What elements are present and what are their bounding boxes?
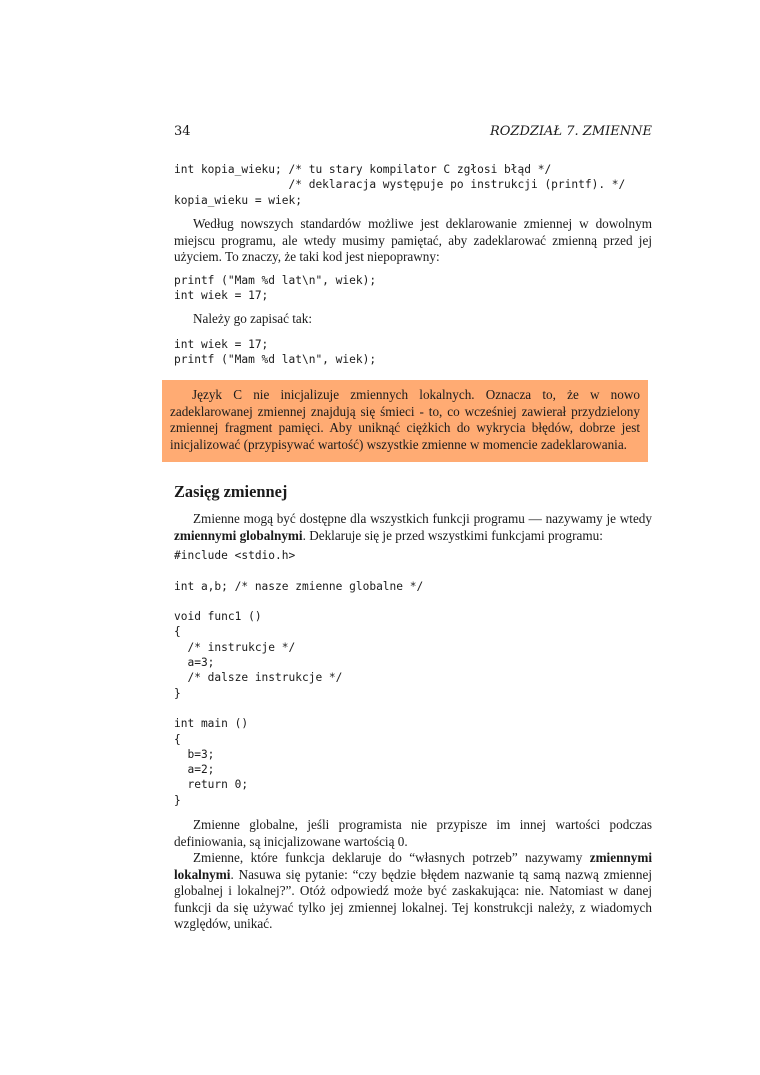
paragraph-3-before: Zmienne mogą być dostępne dla wszystkich funkcji programu — nazywamy je wtedy [193, 511, 652, 526]
paragraph-1: Według nowszych standardów możliwe jest deklarowanie zmiennej w dowolnym miejscu programu, ale wtedy musimy pamiętać, aby zadeklarować zmienną przed jej użyciem. To znaczy, że taki kod jest niepoprawny: [174, 216, 652, 264]
page-number: 34 [174, 124, 191, 139]
section-title: Zasięg zmiennej [174, 482, 288, 501]
code-block-2: printf ("Mam %d lat\n", wiek); int wiek = 17; [174, 274, 377, 303]
paragraph-3-bold: zmiennymi globalnymi [174, 527, 303, 543]
warning-callout [162, 380, 648, 462]
paragraph-5 [174, 850, 652, 933]
paragraph-5-after: . Nasuwa się pytanie: “czy będzie błędem nazwanie tą samą nazwą zmiennej globalnej i lokalnej?”. Otóż odpowiedź może być zaskakująca: nie. Natomiast w danej funkcji da się używać tylko jej zmiennej lokalnej. Tej konstrukcji należy, z wiadomych względów, unikać. [174, 866, 652, 931]
code-block-4: #include <stdio.h> int a,b; /* nasze zmienne globalne */ void func1 () { /* instrukcje */ a=3; /* dalsze instrukcje */ } int main () { b=3; a=2; return 0; } [174, 549, 424, 807]
code-block-1: int kopia_wieku; /* tu stary kompilator C zgłosi błąd */ /* deklaracja występuje po instrukcji (printf). */ kopia_wieku = wiek; [174, 163, 626, 207]
paragraph-5-before: Zmienne, które funkcja deklaruje do “własnych potrzeb” nazywamy [193, 850, 590, 865]
code-block-3: int wiek = 17; printf ("Mam %d lat\n", wiek); [174, 338, 377, 367]
page-header [174, 120, 652, 142]
callout-text: Język C nie inicjalizuje zmiennych lokalnych. Oznacza to, że w nowo zadeklarowanej zmiennej znajdują się śmieci - to, co wcześniej zawierał przydzielony zmiennej fragment pamięci. Aby uniknąć ciężkich do wykrycia błędów, dobrze jest inicjalizować (przypisywać wartość) wszystkie zmienne w momencie zadeklarowania. [170, 387, 640, 452]
paragraph-4: Zmienne globalne, jeśli programista nie przypisze im innej wartości podczas definiowania, są inicjalizowane wartością 0. [174, 817, 652, 849]
paragraph-3 [174, 511, 652, 544]
chapter-title: ROZDZIAŁ 7. ZMIENNE [489, 124, 652, 139]
paragraph-2: Należy go zapisać tak: [193, 311, 312, 326]
paragraph-5-bold: zmiennymi lokalnymi [174, 850, 652, 882]
paragraph-3-after: . Deklaruje się je przed wszystkimi funkcjami programu: [302, 527, 603, 543]
